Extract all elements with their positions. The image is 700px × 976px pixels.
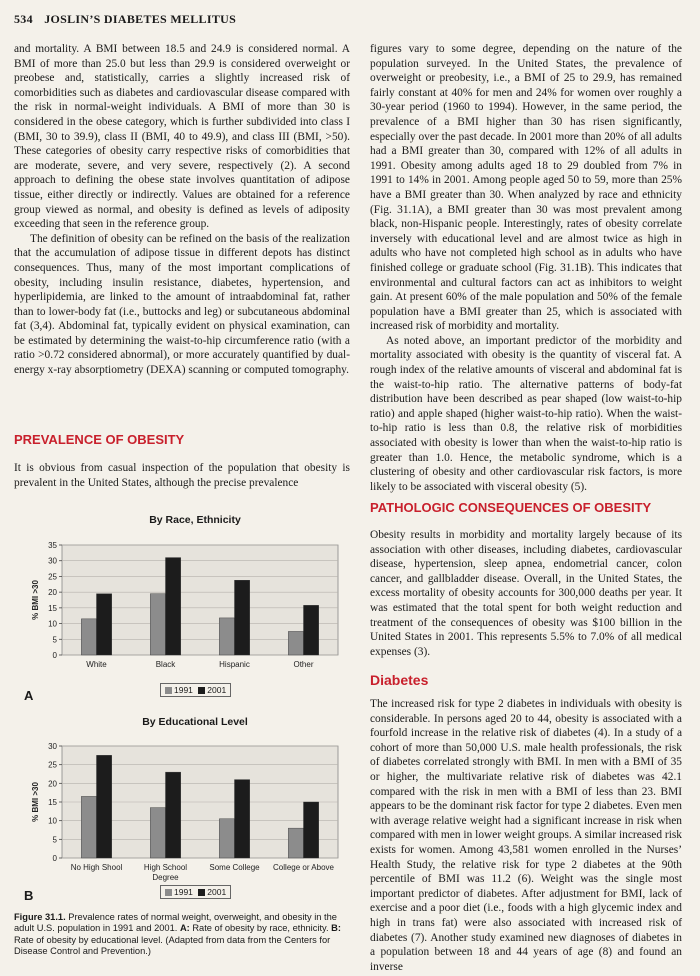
y-tick-label: 20 bbox=[48, 588, 57, 598]
left-paragraph-2: The definition of obesity can be refined on the basis of the realization that the accumulation of adipose tissue in different depots has distinct consequences. Thus, many of the most important complications of obesity, including insulin resistance, diabetes, hypertension, and hyperlipidemia, are linked to the amount of intraabdominal fat, rather than to lower-body fat (i.e., buttocks and leg) or subcutaneous abdominal fat (3,4). Abdominal fat, typically evident on physical examination, can be estimated by determining the waist-to-hip circumference ratio (with a ratio >0.72 considered abnormal), or more accurately quantified by dual-energy x-ray absorptiometry (DEXA) scanning or computed tomography. bbox=[14, 232, 350, 377]
y-tick-label: 15 bbox=[48, 603, 57, 613]
running-header bbox=[14, 12, 236, 27]
bar-other-1991 bbox=[288, 631, 303, 655]
x-category-label: High School bbox=[143, 863, 188, 872]
right-column bbox=[370, 42, 682, 494]
chart-b bbox=[14, 732, 350, 890]
legend-swatch-1991 bbox=[165, 687, 172, 694]
chart-a-title: By Race, Ethnicity bbox=[149, 514, 241, 526]
chart-a-legend bbox=[160, 683, 231, 697]
y-tick-label: 35 bbox=[48, 541, 57, 550]
legend-swatch-2001 bbox=[198, 687, 205, 694]
right-paragraph-3: Obesity results in morbidity and mortality largely because of its association with other diseases, including diabetes, cardiovascular disease, hypertension, sleep apnea, endometrial cancer, colon cancer, and gallbladder disease. Overall, in the United States, the excess mortality of obesity accounts for 300,000 deaths per year. It was estimated that the total spent for both weight reduction and treatment of the consequences of obesity was $100 billion in the United States in 2001. This represents 5.5% to 7.0% of all medical expenses (3). bbox=[370, 529, 682, 658]
right-column-lower bbox=[370, 697, 682, 974]
heading-prevalence: PREVALENCE OF OBESITY bbox=[14, 432, 185, 447]
bar-hispanic-2001 bbox=[235, 580, 250, 655]
y-tick-label: 5 bbox=[52, 835, 57, 845]
bar-black-1991 bbox=[150, 594, 165, 655]
bar-high-school-degree-2001 bbox=[166, 772, 181, 858]
bar-hispanic-1991 bbox=[219, 618, 234, 655]
bar-no-high-shool-1991 bbox=[81, 796, 96, 858]
legend-swatch-2001 bbox=[198, 889, 205, 896]
right-paragraph-1: figures vary to some degree, depending on the nature of the population surveyed. In the United States, the prevalence of overweight or preobesity, i.e., a BMI of 25 to 29.9, has remained fairly constant at 40% for men and 24% for women over roughly a 30-year period (1960 to 1994). However, in the same period, the prevalence of a BMI higher than 30 has risen significantly, especially over the past decade. In 2001 more than 20% of all adults had a BMI greater than 30, compared with 12% of all adults in 1991. Obesity among adults aged 18 to 29 doubled from 7% in 1991 to 14% in 2001. Among people aged 50 to 59, more than 25% have a BMI greater than 30. When analyzed by race and ethnicity (Fig. 31.1A), a BMI greater than 30 was most prevalent among black, non-Hispanic people. Interestingly, rates of obesity correlate inversely with educational level and are almost twice as high in adults who have not completed high school as in adults who have finished college or graduate school (Fig. 31.1B). This indicates that environmental and cultural factors can act as inhibitors to weight gain. At present 60% of the male population and 50% of the female population have a BMI greater than 25, which is associated with increased risk of morbidity and mortality. bbox=[370, 43, 682, 333]
caption-text: Prevalence rates of normal weight, overweight, and obesity in the adult U.S. population in 1991 and 2001. bbox=[14, 912, 337, 934]
right-paragraph-2: As noted above, an important predictor of the morbidity and mortality associated with obesity is the quantity of visceral fat. A rough index of the relative amounts of visceral and abdominal fat is the waist-to-hip ratio. The alternative patterns of body-fat distribution have been described as pear shaped (low waist-to-hip ratio) and apple shaped (higher waist-to-hip ratio). When the waist-to-hip ratio is less than 0.8, the relative risk of morbidities associated with obesity is lower than when the waist-to-hip ratio is greater than 1.0. Hence, the metabolic syndrome, which is a clustering of obesity and other cardiovascular risk factors, is more likely to be associated with visceral obesity (5). bbox=[370, 334, 682, 493]
legend-label-2001: 2001 bbox=[207, 887, 227, 897]
bar-some-college-1991 bbox=[219, 819, 234, 858]
y-tick-label: 10 bbox=[48, 816, 57, 826]
legend-label-1991: 1991 bbox=[174, 887, 193, 897]
legend-swatch-1991 bbox=[165, 889, 172, 896]
heading-diabetes: Diabetes bbox=[370, 672, 429, 688]
chart-a bbox=[14, 530, 350, 680]
x-category-label: Black bbox=[155, 660, 176, 669]
bar-college-or-above-1991 bbox=[288, 828, 303, 858]
y-tick-label: 25 bbox=[48, 572, 57, 582]
x-category-label: Degree bbox=[152, 873, 179, 882]
right-column-middle bbox=[370, 528, 682, 659]
y-tick-label: 0 bbox=[52, 854, 57, 863]
bar-other-2001 bbox=[304, 605, 319, 655]
y-tick-label: 10 bbox=[48, 619, 57, 629]
heading-pathologic: PATHOLOGIC CONSEQUENCES OF OBESITY bbox=[370, 500, 652, 515]
chart-b-legend bbox=[160, 885, 231, 899]
caption-lead: Figure 31.1. bbox=[14, 912, 66, 922]
x-category-label: Hispanic bbox=[219, 660, 250, 669]
page-number: 534 bbox=[14, 12, 33, 26]
caption-a-text: Rate of obesity by race, ethnicity. bbox=[189, 923, 332, 934]
left-column-lower bbox=[14, 461, 350, 490]
y-axis-label: % BMI >30 bbox=[31, 782, 40, 822]
bar-no-high-shool-2001 bbox=[97, 755, 112, 858]
left-column bbox=[14, 42, 350, 378]
right-paragraph-4: The increased risk for type 2 diabetes in individuals with obesity is considerable. In persons aged 20 to 44, obesity is associated with a fourfold increase in the relative risk of diabetes (4). In a study of a cohort of more than 50,000 U.S. male health professionals, the risk of diabetes correlated strongly with BMI. In men with a BMI of 35 or higher, the multivariate relative risk of diabetes was 42.1 compared with the risk in men with a BMI of less than 23. BMI appears to be the dominant risk factor for type 2 diabetes. Even men with average relative weight had a significant increase in risk when compared with men in lower weight groups. A similar increased risk exists for women. Among 43,581 women enrolled in the Nurses’ Health Study, the relative risk for type 2 diabetes at the 90th percentile of BMI was 11.2 (6). Weight was the single most important predictor of diabetes. After adjustment for BMI, lack of exercise and a poor diet (i.e., foods with a high glycemic index and high in trans fat) were also associated with increased risk of diabetes (7). Another study examined new diagnoses of diabetes in a population between 18 and 44 years of age (8) and found an inverse bbox=[370, 698, 682, 973]
y-tick-label: 30 bbox=[48, 556, 57, 566]
legend-label-2001: 2001 bbox=[207, 685, 227, 695]
figure-caption bbox=[14, 912, 350, 958]
panel-label-b: B bbox=[24, 888, 34, 903]
y-axis-label: % BMI >30 bbox=[31, 580, 40, 620]
x-category-label: College or Above bbox=[273, 863, 334, 872]
bar-black-2001 bbox=[166, 558, 181, 655]
left-paragraph-1: and mortality. A BMI between 18.5 and 24.9 is considered normal. A BMI of more than 25.0 but less than 29.9 is considered overweight or preobese and, statistically, carries a slightly increased risk of comorbidities such as diabetes and cardiovascular disease compared with the risk in normal-weight individuals. A BMI of more than 30 is considered in the obese category, which is further subdivided into class I (BMI, 30 to 39.9), class II (BMI, 40 to 49.9), and class III (BMI, >50). These categories of obesity carry respective risks of comorbidities that are moderate, severe, and very severe, respectively (2). A second approach to defining the obese state involves quantitation of adipose tissue, either directly or indirectly. Values are obtained for a reference group viewed as normal, and obesity is defined as levels of adiposity exceeding that seen in the reference group. bbox=[14, 43, 350, 231]
bar-some-college-2001 bbox=[235, 780, 250, 858]
chart-b-title: By Educational Level bbox=[142, 716, 248, 728]
x-category-label: White bbox=[86, 660, 107, 669]
x-category-label: Other bbox=[293, 660, 314, 669]
y-tick-label: 25 bbox=[48, 760, 57, 770]
caption-b-text: Rate of obesity by educational level. (Adapted from data from the Centers for Disease Control and Prevention.) bbox=[14, 934, 331, 957]
y-tick-label: 15 bbox=[48, 798, 57, 807]
y-tick-label: 20 bbox=[48, 779, 57, 789]
y-tick-label: 0 bbox=[52, 651, 57, 660]
bar-white-1991 bbox=[81, 619, 96, 655]
left-paragraph-3: It is obvious from casual inspection of the population that obesity is prevalent in the United States, although the precise prevalence bbox=[14, 462, 350, 489]
x-category-label: Some College bbox=[209, 863, 260, 872]
x-category-label: No High Shool bbox=[70, 863, 123, 872]
panel-label-a: A bbox=[24, 688, 34, 703]
y-tick-label: 5 bbox=[52, 635, 57, 645]
bar-high-school-degree-1991 bbox=[150, 808, 165, 858]
running-title: JOSLIN’S DIABETES MELLITUS bbox=[44, 12, 237, 26]
legend-label-1991: 1991 bbox=[174, 685, 193, 695]
caption-a-label: A: bbox=[179, 923, 190, 934]
bar-college-or-above-2001 bbox=[304, 802, 319, 858]
y-tick-label: 30 bbox=[48, 742, 57, 751]
caption-b-label: B: bbox=[331, 923, 341, 934]
bar-white-2001 bbox=[97, 594, 112, 655]
